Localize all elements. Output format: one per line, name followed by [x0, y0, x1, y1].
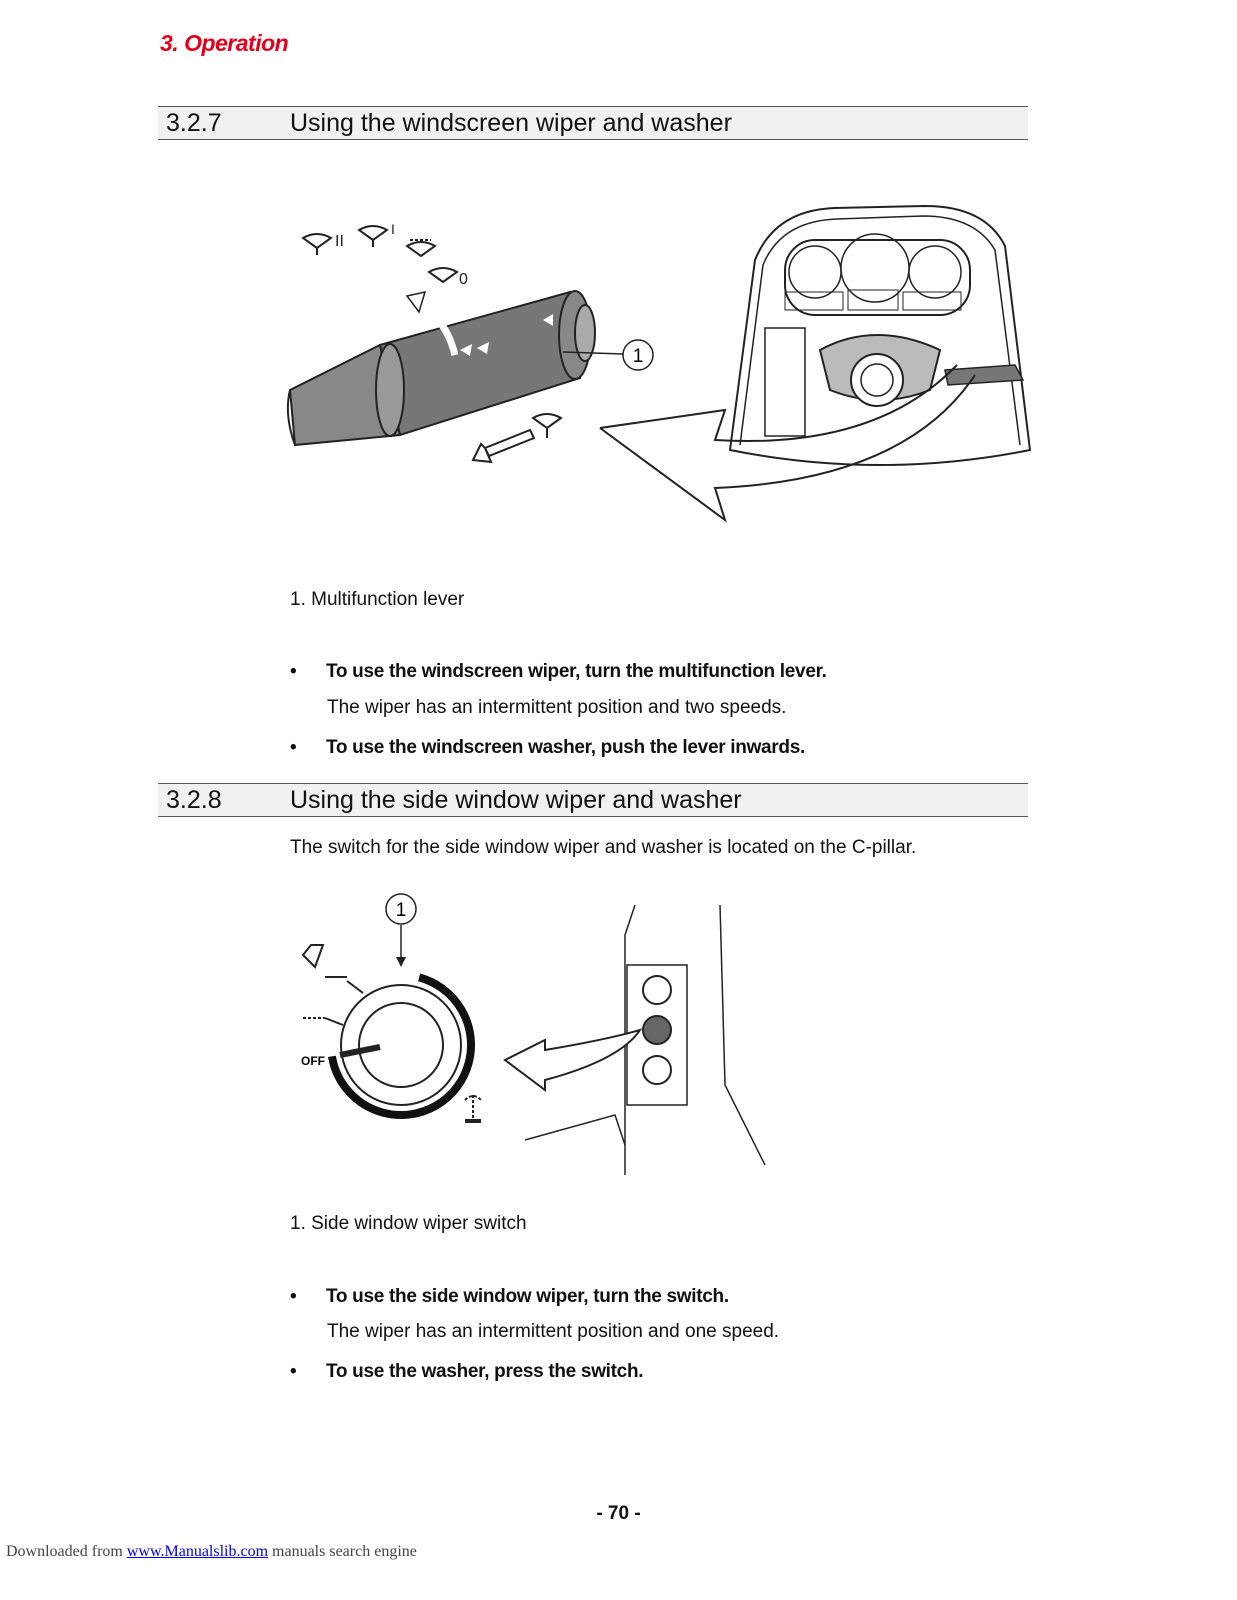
off-label: OFF: [301, 1054, 325, 1068]
svg-text:I: I: [391, 221, 395, 237]
bullet-note: The wiper has an intermittent position and two speeds.: [327, 697, 787, 718]
bullet-dot: •: [290, 661, 297, 682]
footer-link[interactable]: www.Manualslib.com: [126, 1543, 269, 1560]
bullet-item: [290, 1286, 729, 1308]
chapter-heading: 3. Operation: [160, 30, 289, 56]
section-title: Using the side window wiper and washer: [290, 786, 742, 814]
figure-legend-2: 1. Side window wiper switch: [290, 1213, 527, 1234]
bullet-note: The wiper has an intermittent position and one speed.: [327, 1321, 780, 1342]
bullet-item: [290, 661, 827, 683]
bullet-text: To use the windscreen wiper, turn the multifunction lever.: [326, 661, 827, 682]
bullet-dot: •: [290, 737, 297, 758]
section-header-3-2-8: [158, 783, 1028, 817]
callout-1: 1: [395, 900, 407, 921]
footer-prefix: Downloaded from: [6, 1543, 127, 1560]
bullet-dot: •: [290, 1361, 297, 1382]
bullet-item: [290, 737, 805, 759]
callout-1: 1: [632, 346, 644, 367]
section-header-3-2-7: [158, 106, 1028, 140]
multifunction-lever-illustration: [285, 200, 1045, 540]
footer: [6, 1543, 417, 1561]
section-title: Using the windscreen wiper and washer: [290, 109, 732, 137]
side-wiper-switch-illustration: [285, 885, 785, 1185]
section-number: 3.2.8: [166, 786, 222, 814]
bullet-text: To use the side window wiper, turn the switch.: [326, 1286, 729, 1307]
svg-text:0: 0: [459, 271, 468, 288]
figure-legend-1: 1. Multifunction lever: [290, 589, 465, 610]
bullet-text: To use the windscreen washer, push the lever inwards.: [326, 737, 805, 758]
bullet-dot: •: [290, 1286, 297, 1307]
section-number: 3.2.7: [166, 109, 222, 137]
bullet-text: To use the washer, press the switch.: [326, 1361, 644, 1382]
bullet-item: [290, 1361, 644, 1383]
section-intro: The switch for the side window wiper and washer is located on the C-pillar.: [290, 837, 917, 858]
page-number: - 70 -: [596, 1503, 641, 1524]
footer-suffix: manuals search engine: [268, 1543, 417, 1560]
svg-text:II: II: [335, 233, 344, 250]
